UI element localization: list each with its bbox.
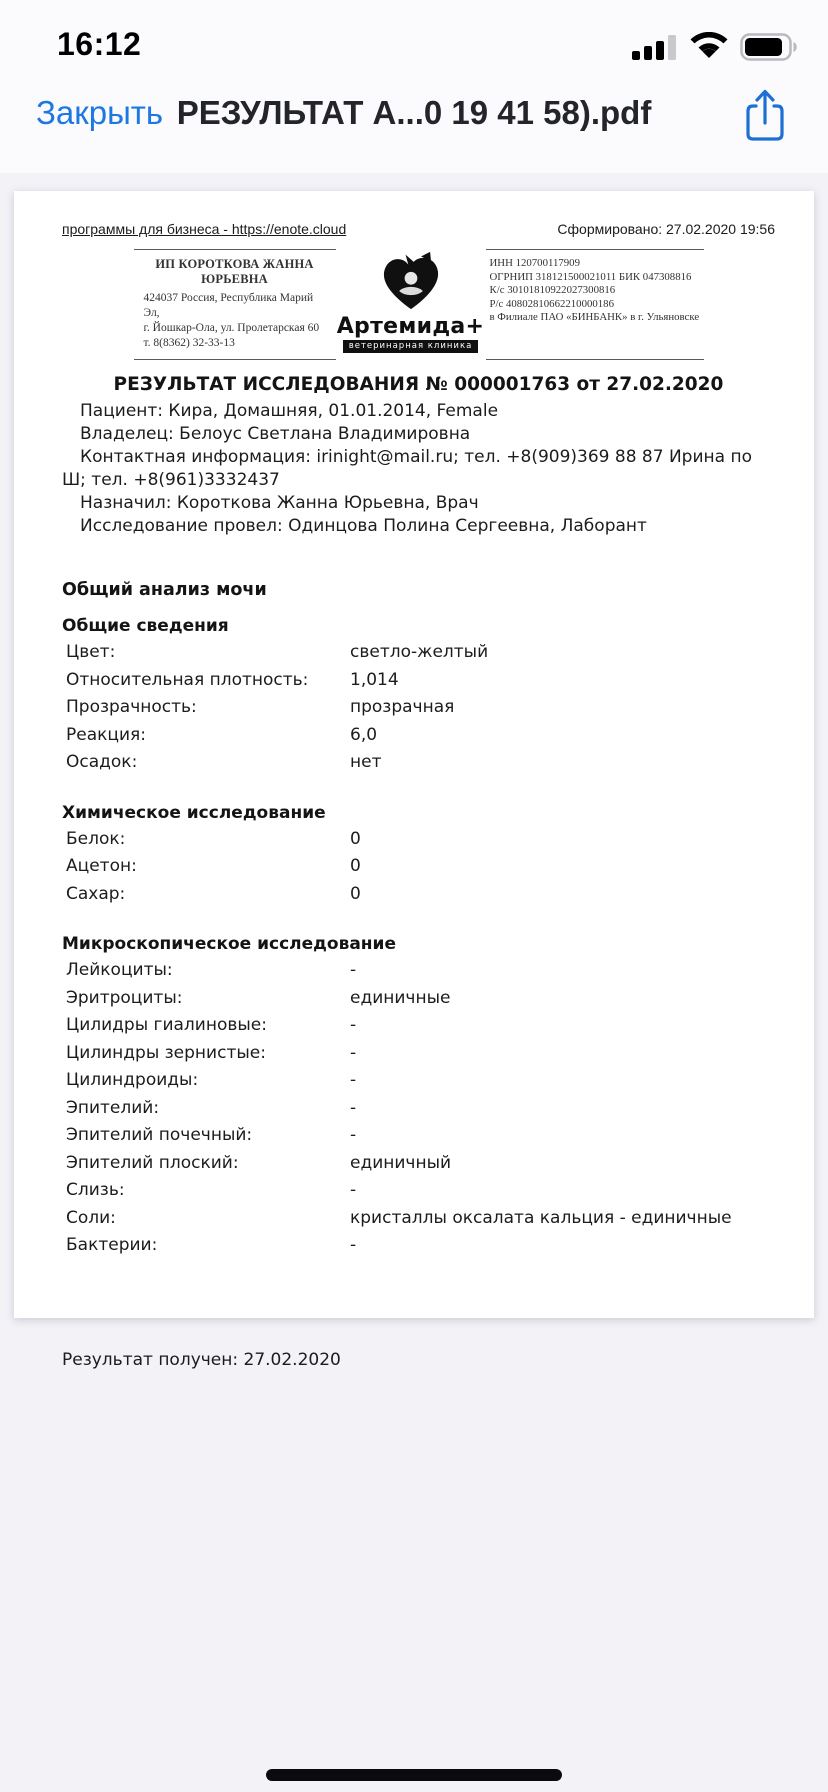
table-row: Цилиндроиды: - [66,1070,357,1090]
table-row: Ацетон: 0 [66,856,361,876]
clinic-address-line: 424037 Россия, Республика Марий Эл, [143,292,314,319]
clinic-logo-heart-icon [376,251,446,316]
table-row: Соли: кристаллы оксалата кальция - единичные [66,1207,732,1228]
clinic-inn-line: ИНН 120700117909 [489,257,580,269]
enote-link[interactable]: программы для бизнеса - https://enote.cloud [62,221,347,237]
section-microscopic-rows [62,957,775,1260]
performed-by-line: Исследование провел: Одинцова Полина Сергеевна, Лаборант [80,516,647,536]
clinic-bank-line: в Филиале ПАО «БИНБАНК» в г. Ульяновске [489,311,700,323]
table-row: Эпителий: - [66,1097,357,1118]
table-row: Эритроциты: единичные [66,987,451,1008]
table-row: Осадок: нет [66,752,382,772]
table-row: Бактерии: - [66,1235,357,1255]
clinic-header [62,249,775,360]
section-heading-chemical: Химическое исследование [62,802,326,823]
table-row: Прозрачность: прозрачная [66,697,455,717]
patient-info-block [62,400,775,538]
section-chemical-rows [62,826,775,909]
clinic-ogrnip-line: ОГРНИП 318121500021011 БИК 047308816 [489,270,692,283]
pdf-page [14,191,814,1370]
clinic-address-line: г. Йошкар-Ола, ул. Пролетарская 60 [143,322,320,334]
table-row: Реакция: 6,0 [66,724,378,745]
table-row: Цилидры гиалиновые: - [66,1015,357,1035]
table-row: Относительная плотность: 1,014 [66,669,399,690]
close-button[interactable]: Закрыть [36,94,164,131]
cellular-signal-icon [632,32,678,67]
clinic-rs-line: Р/с 40802810662210000186 [489,297,614,310]
table-row: Эпителий плоский: единичный [66,1152,452,1173]
pdf-scroll-view[interactable] [0,173,828,1792]
patient-line: Пациент: Кира, Домашняя, 01.01.2014, Female [80,401,499,421]
battery-icon [740,33,798,66]
top-chrome [0,0,828,173]
table-row: Слизь: - [66,1180,357,1200]
section-heading-microscopic: Микроскопическое исследование [62,934,396,954]
clinic-owner-name: ИП КОРОТКОВА ЖАННА ЮРЬЕВНА [155,257,314,286]
clinic-info-left [134,249,336,360]
pdf-filename-title: РЕЗУЛЬТАТ А...0 19 41 58).pdf [176,94,652,131]
clinic-phone-line: т. 8(8362) 32-33-13 [143,337,235,349]
share-button[interactable] [742,86,788,146]
table-row: Цвет: светло-желтый [66,642,489,662]
analysis-title: Общий анализ мочи [62,580,267,600]
clinic-info-right [486,249,704,360]
result-title: РЕЗУЛЬТАТ ИССЛЕДОВАНИЯ № 000001763 от 27.02.2020 [113,374,724,395]
generated-timestamp: Сформировано: 27.02.2020 19:56 [557,221,775,237]
wifi-icon [688,32,730,67]
status-time: 16:12 [57,26,142,62]
section-heading-general: Общие сведения [62,616,229,636]
table-row: Эпителий почечный: - [66,1125,357,1145]
section-general-rows [62,639,775,777]
table-row: Цилиндры зернистые: - [66,1042,357,1063]
contact-line: Контактная информация: irinight@mail.ru; тел. +8(909)369 88 87 Ирина по Ш; тел. +8(961)3332437 [62,447,752,490]
nav-bar [0,80,828,173]
home-indicator[interactable] [266,1769,562,1781]
table-row: Сахар: 0 [66,883,361,904]
clinic-ks-line: К/с 30101810922027300816 [489,284,616,296]
assigned-by-line: Назначил: Короткова Жанна Юрьевна, Врач [80,493,479,513]
result-received-line: Результат получен: 27.02.2020 [62,1349,341,1370]
clinic-logo-name: Артемида+ [336,314,485,339]
table-row: Лейкоциты: - [66,960,357,980]
status-bar [0,0,828,70]
owner-line: Владелец: Белоус Светлана Владимировна [80,424,471,444]
clinic-logo [336,249,485,360]
table-row: Белок: 0 [66,828,361,849]
clinic-logo-subtitle: ветеринарная клиника [343,340,479,353]
